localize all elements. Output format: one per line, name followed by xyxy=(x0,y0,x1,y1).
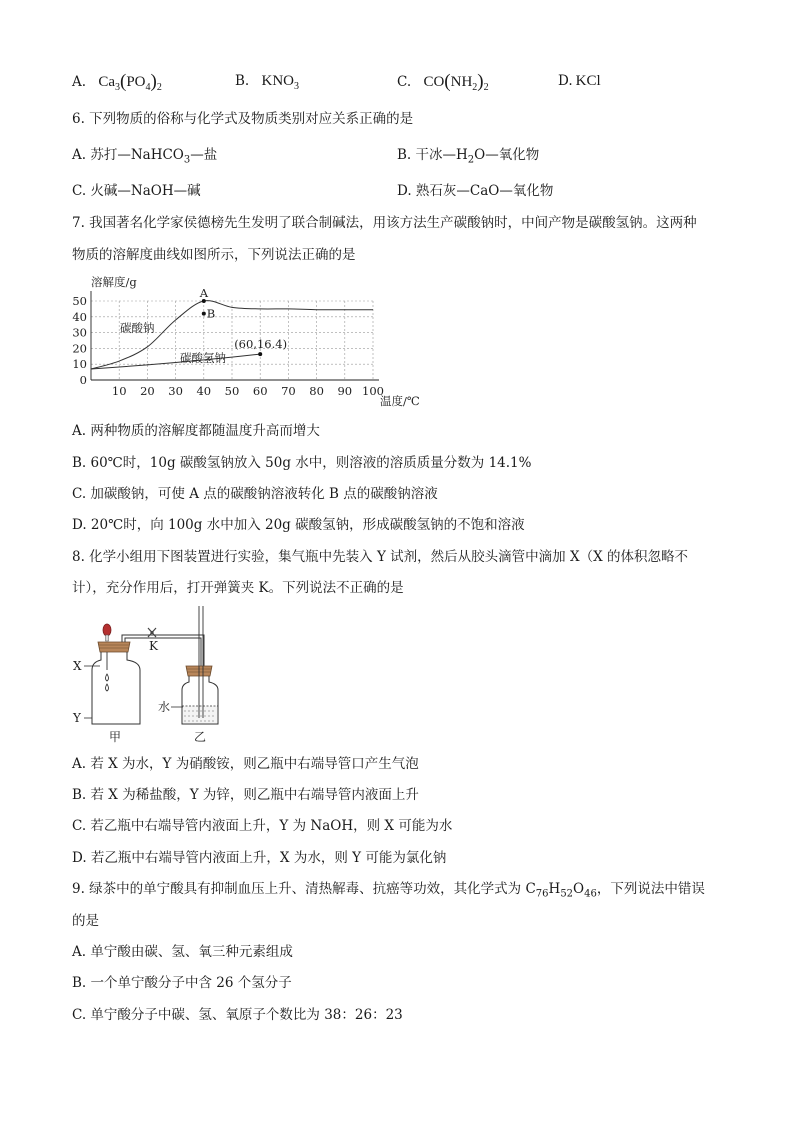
water xyxy=(183,706,217,723)
connecting-tube xyxy=(122,635,204,666)
x-tick-label: 90 xyxy=(337,384,353,398)
q9-option-a: A. 单宁酸由碳、氢、氧三种元素组成 xyxy=(72,944,293,960)
series-label-sodium-bicarbonate: 碳酸氢钠 xyxy=(180,351,226,365)
q7-stem-line1: 7. 我国著名化学家侯德榜先生发明了联合制碱法，用该方法生产碳酸钠时，中间产物是碳酸氢钠。这两种 xyxy=(72,215,697,231)
q6-option-d: D. 熟石灰—CaO—氧化物 xyxy=(397,183,554,199)
bottle-jia xyxy=(92,652,140,724)
point-label: A xyxy=(199,286,209,300)
series-label-sodium-carbonate: 碳酸钠 xyxy=(120,321,155,335)
chart-grid xyxy=(91,301,373,380)
apparatus-diagram xyxy=(72,604,252,744)
q5-option-a: A. $Ca_3(PO_4)_2$ xyxy=(72,71,162,93)
chart-y-axis-label: 溶解度/g xyxy=(91,275,137,289)
label-y: Y xyxy=(73,711,81,725)
q7-option-a: A. 两种物质的溶解度都随温度升高而增大 xyxy=(72,423,320,439)
q7-option-c: C. 加碳酸钠，可使 A 点的碳酸钠溶液转化 B 点的碳酸钠溶液 xyxy=(72,486,438,502)
formula-urea: $CO(NH_2)_2$ xyxy=(423,71,489,93)
chart-points xyxy=(199,286,287,356)
q5-option-c: C. $CO(NH_2)_2$ xyxy=(397,71,489,93)
y-tick-label: 20 xyxy=(72,341,87,356)
drop-1 xyxy=(106,674,109,681)
data-point xyxy=(202,312,206,316)
point-label: B xyxy=(206,306,216,321)
q6-option-c: C. 火碱—NaOH—碱 xyxy=(72,183,201,199)
q6-option-a: A. 苏打—NaHCO$_3$—盐 xyxy=(72,147,218,166)
q7-option-b: B. 60℃时，10g 碳酸氢钠放入 50g 水中，则溶液的溶质质量分数为 14.1% xyxy=(72,455,532,471)
label-yi: 乙 xyxy=(194,730,207,744)
q8-option-c: C. 若乙瓶中右端导管内液面上升，Y 为 NaOH，则 X 可能为水 xyxy=(72,818,453,834)
data-point xyxy=(258,352,262,356)
q8-stem-line2: 计），充分作用后，打开弹簧夹 K。下列说法不正确的是 xyxy=(72,580,404,596)
q8-option-b: B. 若 X 为稀盐酸，Y 为锌，则乙瓶中右端导管内液面上升 xyxy=(72,787,419,803)
label-water: 水 xyxy=(158,700,171,714)
label-jia: 甲 xyxy=(109,730,122,744)
y-tick-label: 0 xyxy=(79,373,87,387)
point-label: (60,16.4) xyxy=(234,337,288,352)
x-tick-label: 10 xyxy=(111,384,127,398)
solubility-chart xyxy=(72,274,432,410)
x-tick-label: 70 xyxy=(281,384,296,398)
q9-option-b: B. 一个单宁酸分子中含 26 个氢分子 xyxy=(72,975,292,991)
y-tick-label: 10 xyxy=(72,357,87,372)
chart-x-axis-label: 温度/℃ xyxy=(380,394,420,408)
q8-option-d: D. 若乙瓶中右端导管内液面上升，X 为水，则 Y 可能为氯化钠 xyxy=(72,850,447,866)
q9-option-c: C. 单宁酸分子中碳、氢、氧原子个数比为 38：26：23 xyxy=(72,1007,403,1023)
formula-kno3: $KNO_3$ xyxy=(261,73,300,92)
q5-option-b: B. $KNO_3$ xyxy=(235,73,300,92)
q9-stem-line2: 的是 xyxy=(72,913,99,929)
y-tick-label: 40 xyxy=(72,309,87,324)
y-tick-label: 50 xyxy=(72,294,87,308)
q5-option-d: D. KCl xyxy=(558,73,601,89)
x-tick-label: 40 xyxy=(196,384,212,398)
q6-option-b: B. 干冰$—H_2O—$氧化物 xyxy=(397,147,540,166)
formula-ca3po42: $Ca_3(PO_4)_2$ xyxy=(98,71,162,93)
dropper-neck xyxy=(106,635,109,641)
q8-option-a: A. 若 X 为水，Y 为硝酸铵，则乙瓶中右端导管口产生气泡 xyxy=(72,756,419,772)
x-tick-label: 60 xyxy=(252,384,268,398)
label-x: X xyxy=(73,659,82,673)
clamp-label: K xyxy=(149,639,158,653)
drop-2 xyxy=(106,684,109,691)
q9-stem-line1: 9. 绿茶中的单宁酸具有抑制血压上升、清热解毒、抗癌等功效，其化学式为 $C_{76}H_{52}O_{46}$，下列说法中错误 xyxy=(72,881,705,900)
dropper-bulb xyxy=(103,624,111,636)
x-tick-label: 80 xyxy=(309,384,324,398)
x-tick-label: 20 xyxy=(140,384,155,398)
y-tick-label: 30 xyxy=(72,325,87,340)
q6-stem: 6. 下列物质的俗称与化学式及物质类别对应关系正确的是 xyxy=(72,111,414,127)
q7-option-d: D. 20℃时，向 100g 水中加入 20g 碳酸氢钠，形成碳酸氢钠的不饱和溶液 xyxy=(72,517,525,533)
chart-axes xyxy=(91,291,379,380)
x-tick-label: 100 xyxy=(362,384,384,398)
x-tick-label: 30 xyxy=(168,384,183,398)
q8-stem-line1: 8. 化学小组用下图装置进行实验，集气瓶中先装入 Y 试剂，然后从胶头滴管中滴加 X（X 的体积忽略不 xyxy=(72,549,688,565)
q7-stem-line2: 物质的溶解度曲线如图所示，下列说法正确的是 xyxy=(72,247,356,263)
stopper-jia xyxy=(98,642,130,652)
x-tick-label: 50 xyxy=(224,384,240,398)
